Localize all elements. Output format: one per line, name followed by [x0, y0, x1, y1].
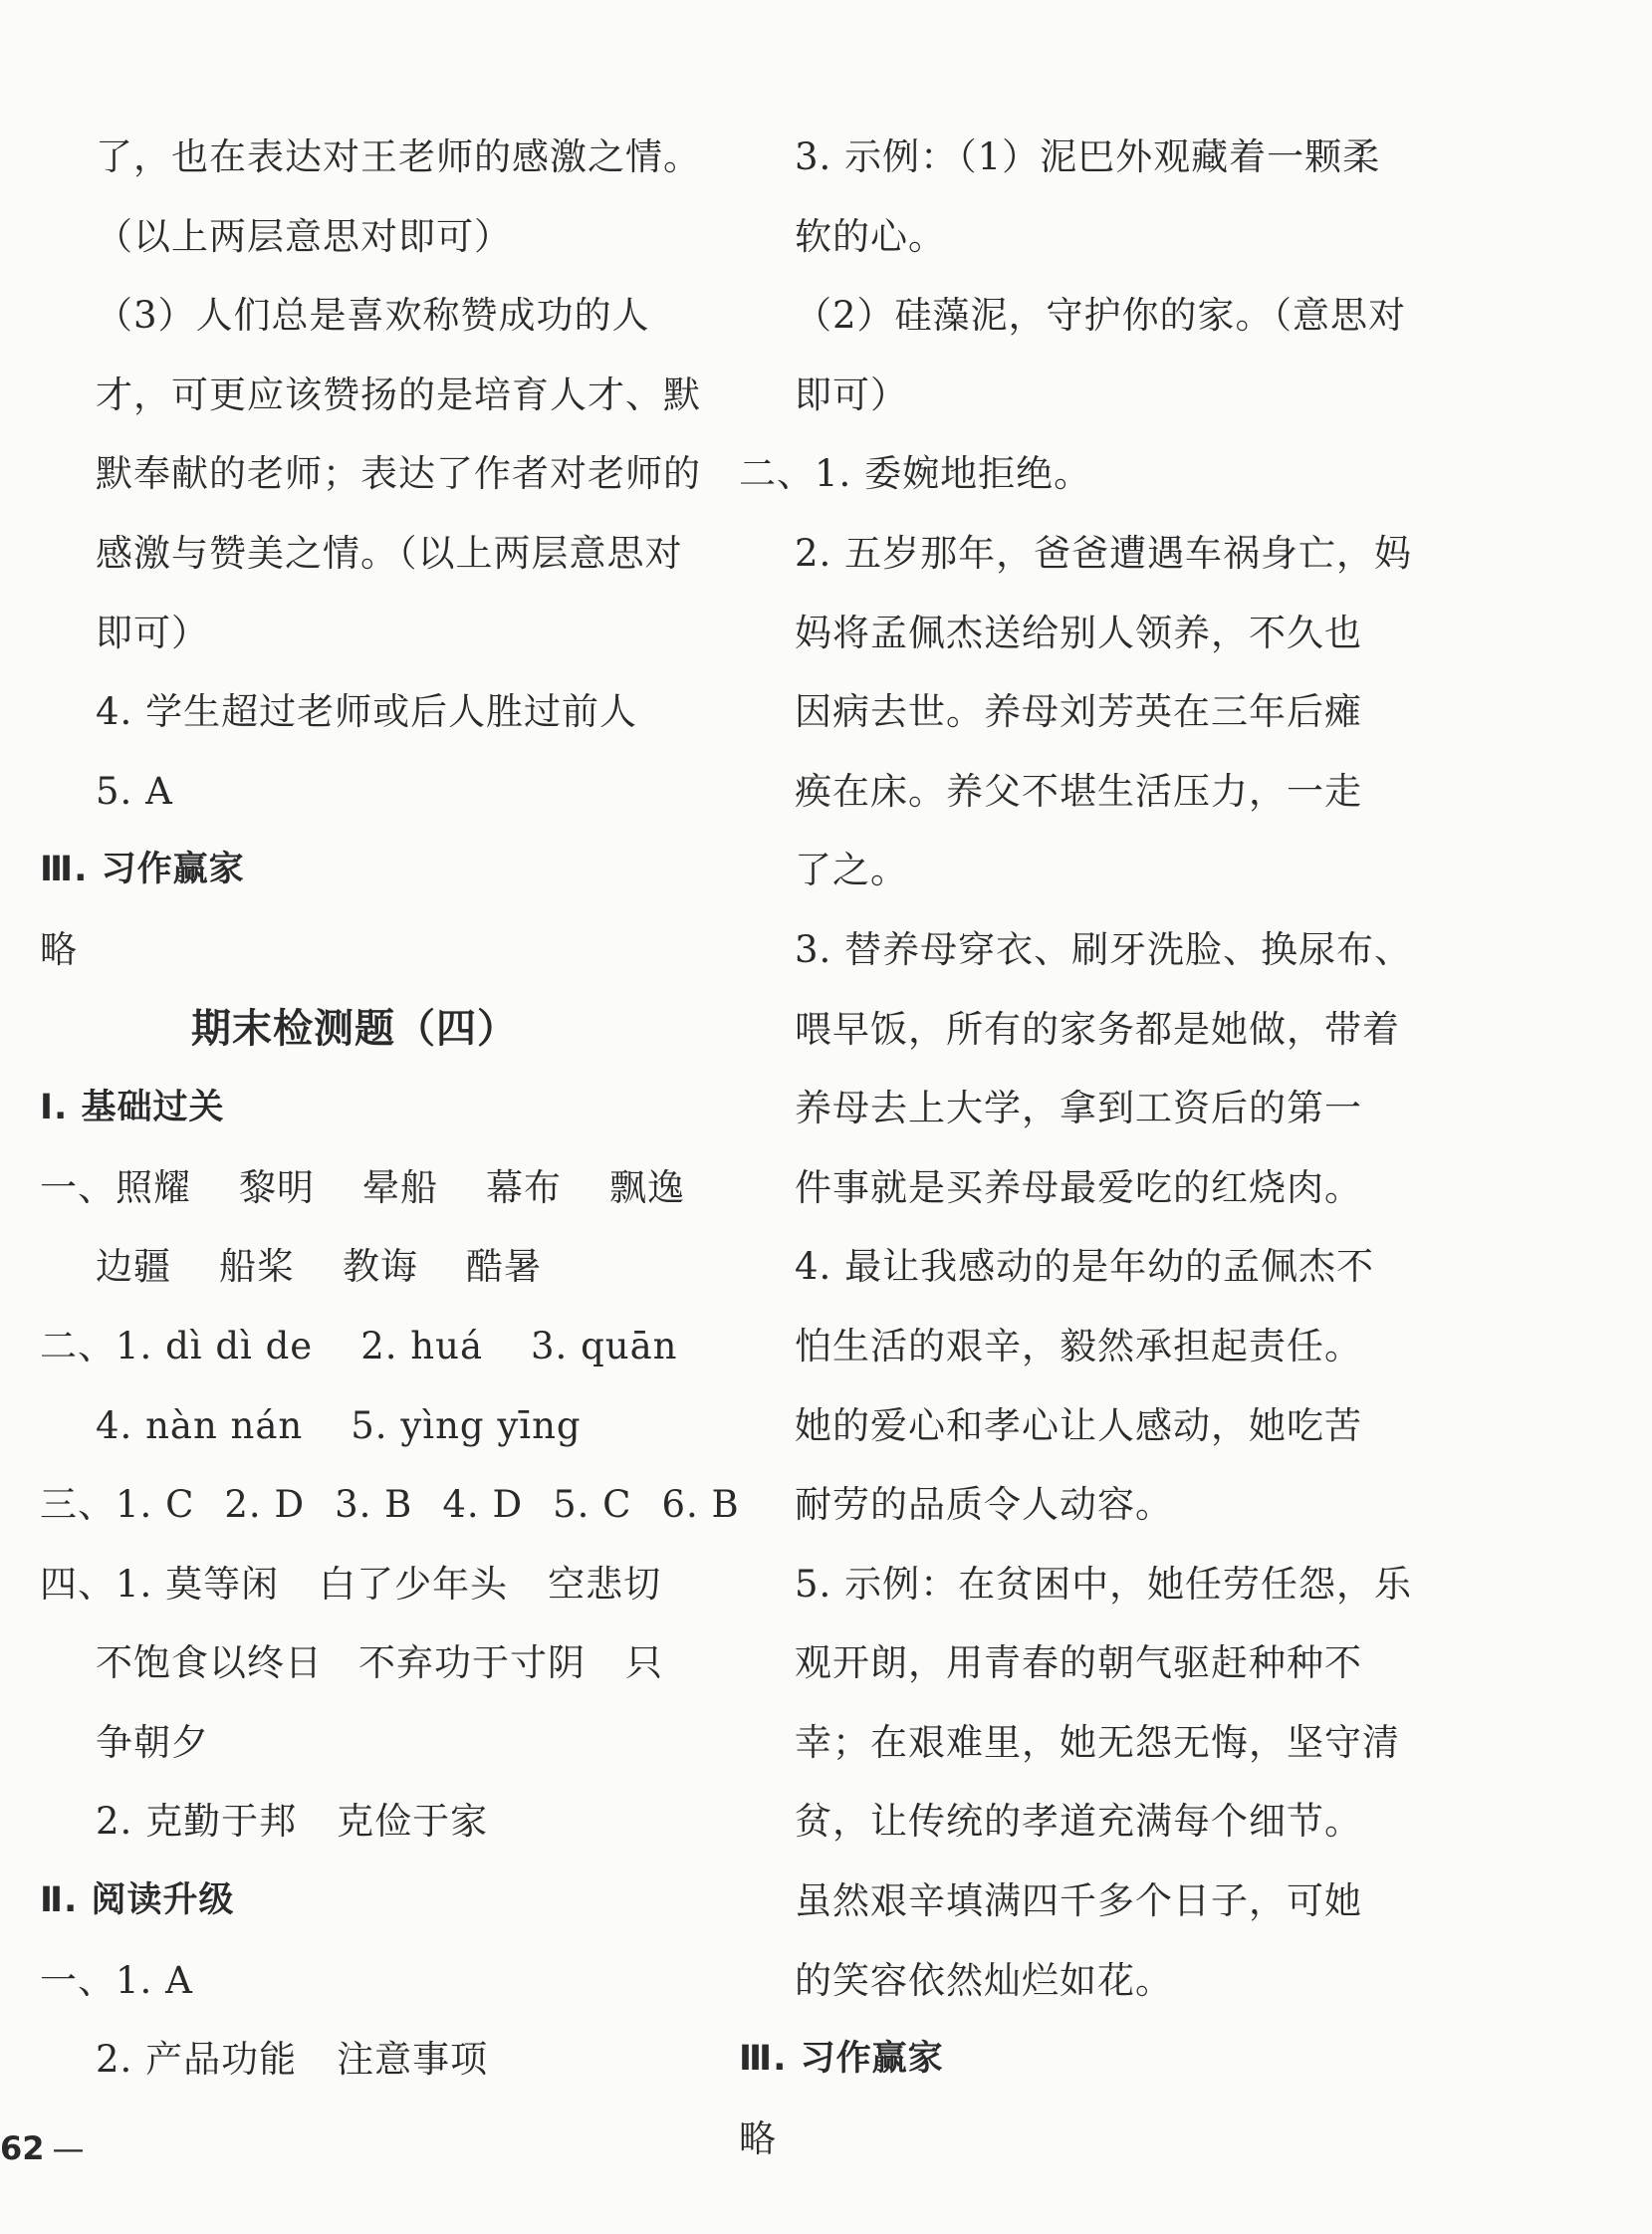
answer-line: 3. 替养母穿衣、刷牙洗脸、换尿布、	[795, 927, 1413, 971]
pinyin-answer: 3. quān	[531, 1324, 678, 1367]
basic-part-1	[40, 1148, 687, 1228]
pinyin-answer: 4. nàn nán	[96, 1403, 304, 1447]
answer-line: 即可）	[795, 372, 908, 416]
word: 飘逸	[609, 1165, 685, 1209]
answer-line: 3. 示例：（1）泥巴外观藏着一颗柔	[795, 135, 1381, 178]
pinyin-answer: 1. dì dì de	[116, 1324, 314, 1367]
part-label: 三、	[40, 1483, 116, 1527]
answer-line: 因病去世。养母刘芳英在三年后瘫	[795, 690, 1362, 734]
word: 照耀	[116, 1165, 191, 1209]
answer-line: 幸；在艰难里，她无怨无悔，坚守清	[795, 1720, 1400, 1764]
right-column	[739, 118, 1413, 2178]
section-heading-basic: Ⅰ. 基础过关	[40, 1088, 225, 1128]
answer-text: 1. 委婉地拒绝。	[815, 452, 1092, 496]
answer-line: 即可）	[96, 611, 209, 654]
answer-line: 默奉献的老师；表达了作者对老师的	[96, 452, 701, 496]
word: 边疆	[96, 1245, 171, 1289]
reading-part-1	[40, 1941, 687, 2021]
part-label: 一、	[40, 1958, 116, 2002]
page-number-dash: —	[52, 2129, 85, 2167]
answer-line: 妈将孟佩杰送给别人领养，不久也	[795, 611, 1362, 654]
answer-line: 了，也在表达对王老师的感激之情。	[96, 135, 701, 178]
answer-line: 喂早饭，所有的家务都是她做，带着	[795, 1007, 1400, 1051]
exam-title: 期末检测题（四）	[191, 1005, 518, 1052]
answer-line: 5. 示例：在贫困中，她任劳任怨，乐	[795, 1562, 1413, 1606]
answer-line: 耐劳的品质令人动容。	[795, 1483, 1173, 1527]
answer-line: 件事就是买养母最爱吃的红烧肉。	[795, 1165, 1362, 1209]
basic-part-4-cont	[40, 1623, 687, 1703]
word: 船桨	[219, 1245, 295, 1289]
part-label: 二、	[739, 452, 815, 496]
poem-answer: 只	[625, 1641, 663, 1685]
poem-answer: 白了少年头	[319, 1562, 509, 1606]
page-number	[0, 2129, 85, 2167]
basic-part-3	[40, 1465, 740, 1545]
choice-answer: 1. C	[116, 1483, 195, 1527]
answer-line: （以上两层意思对即可）	[96, 214, 512, 258]
word: 酷暑	[466, 1245, 542, 1289]
poem-answer: 不饱食以终日	[96, 1641, 323, 1685]
pinyin-answer: 2. huá	[360, 1324, 483, 1367]
poem-answer: 1. 莫等闲	[116, 1562, 280, 1606]
choice-answer: 4. D	[442, 1483, 524, 1527]
answer-line: （2）硅藻泥，守护你的家。（意思对	[795, 294, 1407, 338]
answer-line: 软的心。	[795, 214, 946, 258]
part-label: 一、	[40, 1165, 116, 1209]
poem-answer: 空悲切	[548, 1562, 662, 1606]
answer-text: 注意事项	[337, 2038, 489, 2082]
page-number-value: 62	[0, 2129, 45, 2167]
answer-line: 贫，让传统的孝道充满每个细节。	[795, 1800, 1362, 1844]
answer-line: 才，可更应该赞扬的是培育人才、默	[96, 372, 701, 416]
word: 晕船	[362, 1165, 438, 1209]
part-label: 四、	[40, 1562, 116, 1606]
word: 幕布	[486, 1165, 562, 1209]
answer-line: 了之。	[795, 849, 908, 892]
answer-line: 她的爱心和孝心让人感动，她吃苦	[795, 1403, 1362, 1447]
poem-answer: 克俭于家	[337, 1800, 489, 1844]
pinyin-answer: 5. yìng yīng	[351, 1403, 582, 1447]
answer-line: 4. 最让我感动的是年幼的孟佩杰不	[795, 1245, 1375, 1289]
reading-part-1-item-2	[40, 2020, 687, 2100]
choice-answer: 6. B	[661, 1483, 740, 1527]
answer-text: 2. 产品功能	[96, 2038, 298, 2082]
answer-line: 养母去上大学，拿到工资后的第一	[795, 1087, 1362, 1130]
reading-part-2	[739, 434, 1396, 514]
section-heading-writing: Ⅲ. 习作赢家	[40, 850, 245, 890]
answer-line: 4. 学生超过老师或后人胜过前人	[96, 690, 638, 734]
answer-line: 痪在床。养父不堪生活压力，一走	[795, 769, 1362, 813]
choice-answer: 3. B	[335, 1483, 413, 1527]
part-label: 二、	[40, 1324, 116, 1367]
word: 教诲	[343, 1245, 418, 1289]
basic-part-2	[40, 1307, 687, 1386]
poem-answer: 2. 克勤于邦	[96, 1800, 298, 1844]
answer-omitted: 略	[739, 2116, 777, 2160]
answer-line: 感激与赞美之情。（以上两层意思对	[96, 531, 683, 575]
basic-part-4-item-2	[40, 1782, 687, 1862]
word: 黎明	[239, 1165, 315, 1209]
answer-line: 的笑容依然灿烂如花。	[795, 1958, 1173, 2002]
section-heading-writing: Ⅲ. 习作赢家	[739, 2039, 944, 2080]
basic-part-1-cont	[40, 1227, 687, 1307]
left-column	[40, 118, 740, 2100]
basic-part-2-cont	[40, 1386, 687, 1466]
choice-answer: 5. C	[553, 1483, 632, 1527]
choice-answer: 2. D	[224, 1483, 306, 1527]
answer-line: 2. 五岁那年，爸爸遭遇车祸身亡，妈	[795, 531, 1413, 575]
basic-part-4	[40, 1545, 687, 1624]
basic-part-4-cont: 争朝夕	[96, 1720, 209, 1764]
choice-answer: 1. A	[116, 1958, 193, 2002]
section-heading-reading: Ⅱ. 阅读升级	[40, 1880, 235, 1921]
answer-omitted: 略	[40, 927, 78, 971]
answer-line: 5. A	[96, 769, 173, 813]
answer-line: 怕生活的艰辛，毅然承担起责任。	[795, 1324, 1362, 1367]
answer-line: 观开朗，用青春的朝气驱赶种种不	[795, 1641, 1362, 1685]
answer-line: 虽然艰辛填满四千多个日子，可她	[795, 1879, 1362, 1923]
poem-answer: 不弃功于寸阴	[358, 1641, 586, 1685]
answer-line: （3）人们总是喜欢称赞成功的人	[96, 294, 650, 338]
